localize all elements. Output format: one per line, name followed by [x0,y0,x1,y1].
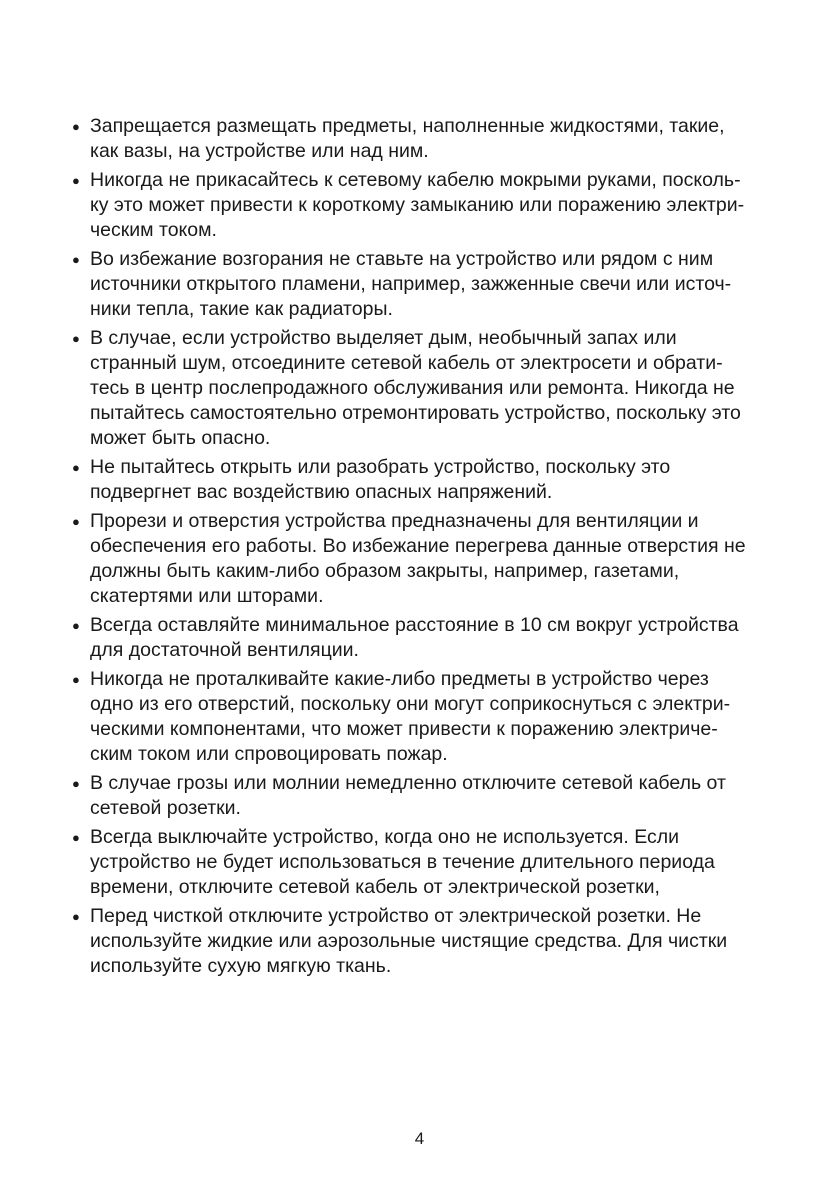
list-item [72,904,772,979]
list-item-text: В случае, если устройство выделяет дым, необычный запах или странный шум, отсоедините сетевой кабель от электросети и обрати- тесь в центр послепродажного обслуживания или ремонта. Никогда не пытайтесь самостоятельно отремонтировать устройство, поскольку это может быть опасно. [90,327,741,449]
bullet-icon: ● [72,460,80,475]
list-item [72,455,772,505]
list-item-text: Прорези и отверстия устройства предназначены для вентиляции и обеспечения его работы. Во избежание перегрева данные отверстия не должны быть каким-либо образом закрыты, например, газетами, скатертями или шторами. [90,510,746,607]
list-item-text: Всегда оставляйте минимальное расстояние в 10 см вокруг устройства для достаточной вентиляции. [90,614,739,661]
page-number: 4 [414,1129,425,1148]
list-item-text: Запрещается размещать предметы, наполненные жидкостями, такие, как вазы, на устройстве или над ним. [90,115,725,162]
list-item [72,509,772,609]
bullet-icon: ● [72,830,80,845]
bullet-icon: ● [72,776,80,791]
list-item-text: Никогда не прикасайтесь к сетевому кабелю мокрыми руками, посколь- ку это может привести к короткому замыканию или поражению электри- ческим током. [90,169,745,241]
list-item-text: Никогда не проталкивайте какие-либо предметы в устройство через одно из его отверстий, поскольку они могут соприкоснуться с электри- ческими компонентами, что может привести к поражению электриче- ским током или спровоцировать пожар. [90,668,731,765]
bullet-icon: ● [72,119,80,134]
list-item-text: Не пытайтесь открыть или разобрать устройство, поскольку это подвергнет вас воздействию опасных напряжений. [90,456,671,503]
list-item-text: В случае грозы или молнии немедленно отключите сетевой кабель от сетевой розетки. [90,772,726,819]
bullet-icon: ● [72,252,80,267]
bullet-icon: ● [72,173,80,188]
list-item [72,613,772,663]
bullet-icon: ● [72,909,80,924]
list-item [72,771,772,821]
safety-instructions-list [72,114,772,983]
bullet-icon: ● [72,514,80,529]
list-item [72,825,772,900]
list-item-text: Перед чисткой отключите устройство от электрической розетки. Не используйте жидкие или аэрозольные чистящие средства. Для чистки используйте сухую мягкую ткань. [90,905,728,977]
bullet-icon: ● [72,672,80,687]
bullet-icon: ● [72,618,80,633]
bullet-icon: ● [72,331,80,346]
list-item [72,326,772,451]
list-item-text: Во избежание возгорания не ставьте на устройство или рядом с ним источники открытого пламени, например, зажженные свечи или источ- ники тепла, такие как радиаторы. [90,248,732,320]
list-item [72,114,772,164]
list-item-text: Всегда выключайте устройство, когда оно не используется. Если устройство не будет использоваться в течение длительного периода времени, отключите сетевой кабель от электрической розетки, [90,826,715,898]
list-item [72,168,772,243]
list-item [72,667,772,767]
list-item [72,247,772,322]
